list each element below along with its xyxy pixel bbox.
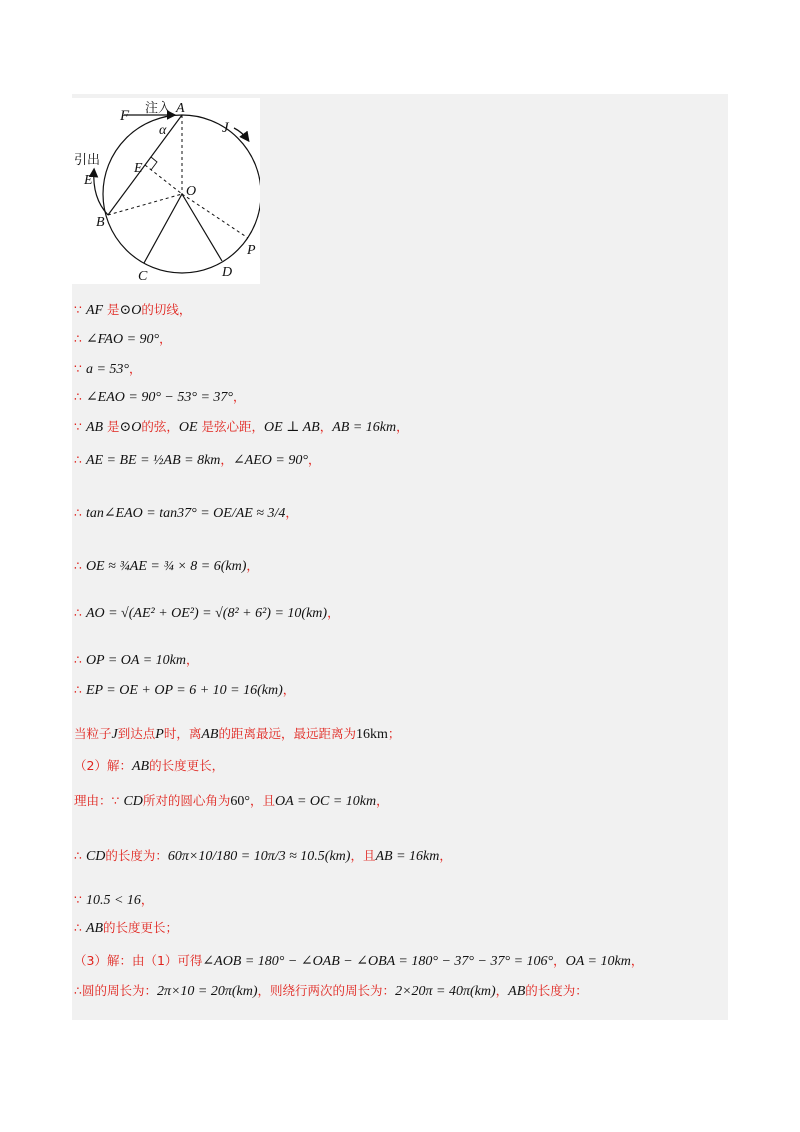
line-text: 的长度更长； xyxy=(103,920,179,935)
label-c: C xyxy=(138,269,148,284)
math-expression: AB = 16km xyxy=(332,420,397,435)
line-text: 的切线， xyxy=(141,302,192,317)
math-expression: J xyxy=(111,727,118,742)
line-text: ∵ xyxy=(74,361,86,376)
dashed-bo xyxy=(108,194,182,215)
math-expression: ∠AEO = 90° xyxy=(232,453,308,468)
math-expression: AB = 16km xyxy=(375,849,440,864)
math-expression: P xyxy=(155,727,164,742)
line-text: ∵ xyxy=(74,892,86,907)
line-text: 的弦， xyxy=(141,419,179,434)
math-expression: AB xyxy=(85,921,104,936)
solution-line xyxy=(74,329,172,348)
solution-line xyxy=(74,846,452,865)
line-text: 时，离 xyxy=(163,726,202,741)
solution-line xyxy=(74,503,298,522)
j-direction-arrow xyxy=(234,128,248,140)
math-expression: 10.5 < 16 xyxy=(85,893,141,908)
circle-diagram-svg xyxy=(72,98,260,284)
line-text: ， xyxy=(495,983,509,998)
math-expression: ⊙O xyxy=(119,420,142,435)
math-expression: AB xyxy=(85,420,104,435)
label-a: A xyxy=(176,101,185,116)
solution-line xyxy=(74,981,588,1000)
math-expression: OE xyxy=(178,420,198,435)
line-text: ∴ xyxy=(74,682,86,697)
math-expression: tan∠EAO = tan37° = OE/AE ≈ 3/4 xyxy=(85,506,286,521)
line-text: ， xyxy=(319,419,333,434)
line-text: ， xyxy=(327,605,340,620)
line-text: 的长度为： xyxy=(105,848,168,863)
solution-line xyxy=(74,300,191,319)
math-expression: OA = OC = 10km xyxy=(275,794,377,809)
math-expression: CD xyxy=(123,794,143,809)
math-expression: OE ⊥ AB xyxy=(264,420,320,435)
math-expression: 16km xyxy=(355,727,388,742)
math-expression: 60π×10/180 = 10π/3 ≈ 10.5(km) xyxy=(167,849,351,864)
line-text: ， xyxy=(376,793,389,808)
solution-line xyxy=(74,359,142,378)
math-expression: 60° xyxy=(230,794,251,809)
math-expression: ∠EAO = 90° − 53° = 37° xyxy=(85,390,234,405)
solution-line xyxy=(74,724,400,743)
math-expression: ⊙O xyxy=(119,303,142,318)
line-text: ， xyxy=(159,331,172,346)
line-text: ， xyxy=(233,389,246,404)
line-text: ∴ xyxy=(74,652,86,667)
math-expression: a = 53° xyxy=(85,362,129,377)
label-j: J xyxy=(222,120,229,136)
line-text: ， xyxy=(553,953,566,968)
solution-line xyxy=(74,680,295,699)
line-text: （3）解：由（1）可得 xyxy=(74,953,203,968)
math-expression: AB xyxy=(508,984,526,999)
solution-line xyxy=(74,417,409,436)
line-text: ∵ xyxy=(74,419,86,434)
label-e-outer: E xyxy=(84,173,93,188)
line-text: 所对的圆心角为 xyxy=(142,793,231,808)
line-text: ， xyxy=(630,953,644,968)
label-o: O xyxy=(186,184,197,199)
solution-line xyxy=(74,556,259,575)
math-expression: OE ≈ ¾AE = ¾ × 8 = 6(km) xyxy=(85,559,247,574)
math-expression: AB xyxy=(201,727,219,742)
math-expression: AB xyxy=(131,759,150,774)
solution-line xyxy=(74,756,224,775)
solution-line xyxy=(74,650,199,669)
line-text: ∴ xyxy=(74,558,86,573)
line-text: ∴ xyxy=(74,331,86,346)
line-text: ， xyxy=(185,652,199,667)
line-text: ∵ xyxy=(74,302,86,317)
line-text: ， xyxy=(439,848,452,863)
math-expression: AF xyxy=(85,303,104,318)
label-f: F xyxy=(120,108,130,124)
radius-od xyxy=(182,194,222,261)
line-text: 的长度为： xyxy=(525,983,588,998)
line-text: ， xyxy=(246,558,259,573)
label-b: B xyxy=(96,215,105,230)
math-expression: AO = √(AE² + OE²) = √(8² + 6²) = 10(km) xyxy=(85,606,328,621)
solution-line xyxy=(74,603,340,622)
line-text: 是 xyxy=(103,302,120,317)
line-text: ∴圆的周长为： xyxy=(74,983,157,998)
solution-line xyxy=(74,450,320,469)
line-text: ∴ xyxy=(74,848,86,863)
line-text: ，则绕行两次的周长为： xyxy=(257,983,396,998)
right-angle-mark xyxy=(151,157,157,170)
line-text: ∴ xyxy=(74,920,86,935)
label-p: P xyxy=(247,243,256,258)
math-expression: 2×20π = 40π(km) xyxy=(395,984,496,999)
label-e-foot: E xyxy=(134,161,143,176)
math-expression: AE = BE = ½AB = 8km xyxy=(85,453,221,468)
line-text: （2）解： xyxy=(74,758,132,773)
exit-arrow xyxy=(94,170,108,215)
line-text: 理由：∵ xyxy=(74,793,124,808)
math-expression: 2π×10 = 20π(km) xyxy=(156,984,258,999)
line-text: ，且 xyxy=(350,848,376,863)
circle-diagram xyxy=(72,98,260,284)
math-expression: ∠AOB = 180° − ∠OAB − ∠OBA = 180° − 37° − 37° = 106° xyxy=(202,954,554,969)
math-expression: CD xyxy=(85,849,106,864)
label-eject: 引出 xyxy=(74,153,101,168)
dashed-op xyxy=(182,194,248,238)
line-text: 到达点 xyxy=(117,726,156,741)
solution-line xyxy=(74,791,389,810)
solution-line xyxy=(74,918,178,937)
line-text: ∴ xyxy=(74,505,86,520)
math-expression: OA = 10km xyxy=(565,954,631,969)
line-text: ， xyxy=(140,892,154,907)
radius-oc xyxy=(144,194,182,263)
line-text: ， xyxy=(307,452,321,467)
line-text: 的距离最远，最远距离为 xyxy=(218,726,356,741)
line-text: ，且 xyxy=(250,793,276,808)
dashed-eo xyxy=(145,165,182,194)
line-text: ， xyxy=(128,361,142,376)
label-alpha: α xyxy=(159,123,167,138)
math-expression: ∠FAO = 90° xyxy=(85,332,160,347)
label-d: D xyxy=(222,265,233,280)
line-text: ， xyxy=(396,419,409,434)
solution-line xyxy=(74,951,643,970)
line-text: ∴ xyxy=(74,389,86,404)
line-text: ∴ xyxy=(74,452,86,467)
line-text: 是弦心距， xyxy=(197,419,265,434)
math-expression: EP = OE + OP = 6 + 10 = 16(km) xyxy=(85,683,283,698)
line-text: 是 xyxy=(103,419,120,434)
line-text: ∴ xyxy=(74,605,86,620)
line-text: 当粒子 xyxy=(74,726,112,741)
line-text: 的长度更长， xyxy=(149,758,225,773)
solution-line xyxy=(74,890,153,909)
line-text: ， xyxy=(285,505,298,520)
label-inject: 注入 xyxy=(145,101,172,116)
line-text: ， xyxy=(282,682,296,697)
line-text: ； xyxy=(387,726,401,741)
math-expression: OP = OA = 10km xyxy=(85,653,186,668)
solution-page xyxy=(72,94,728,1020)
line-text: ， xyxy=(220,452,233,467)
solution-line xyxy=(74,387,246,406)
